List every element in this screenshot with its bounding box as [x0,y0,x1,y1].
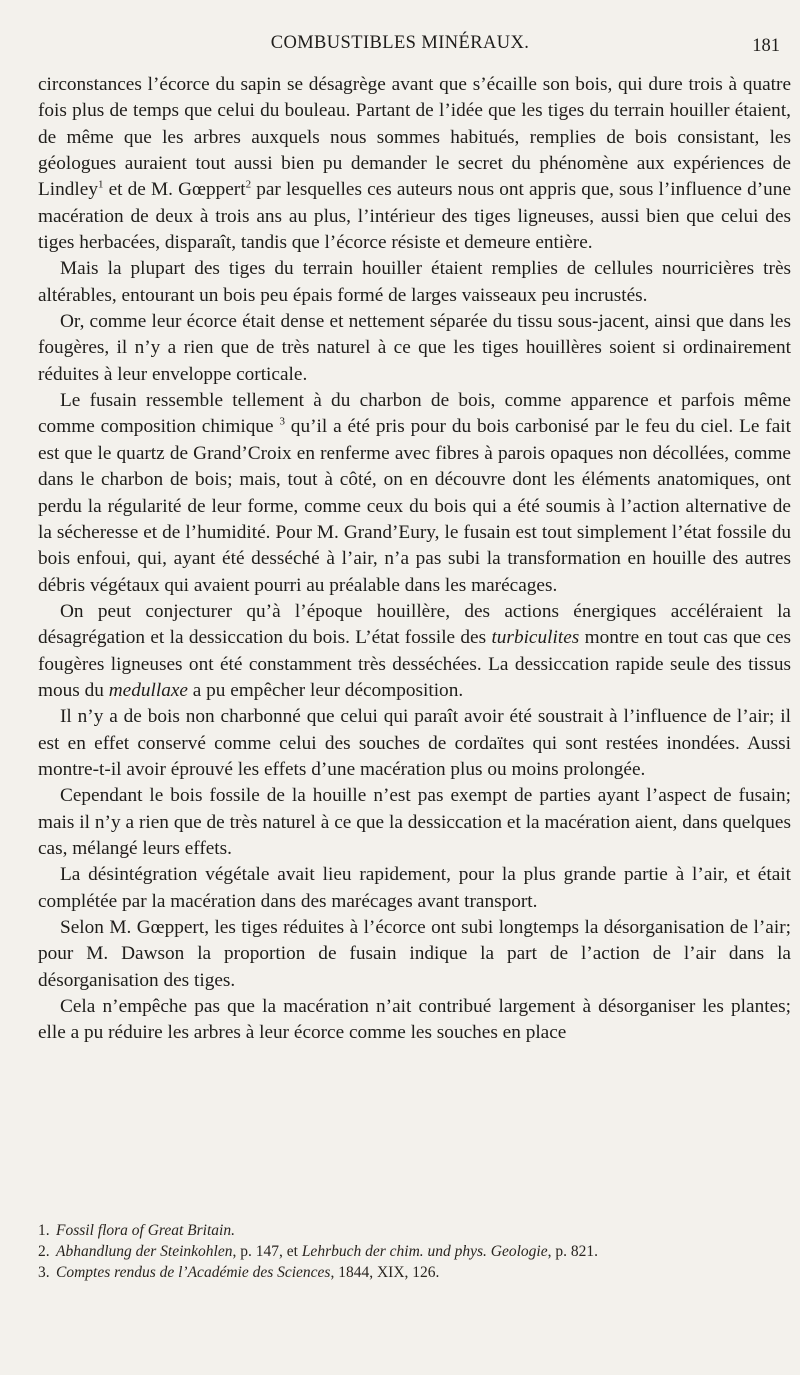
paragraph-3: Or, comme leur écorce était dense et nettement séparée du tissu sous-jacent, ainsi que dans les fougères, il n’y a rien que de très naturel à ce que les tiges houillères soient si ordinairement réduites à leur enveloppe corticale. [38,311,791,385]
paragraph-5-text-b: montre en tout cas que ces fougères ligneuses ont été constamment très desséchées. La dessiccation rapide seule des tissus mous du [38,627,792,701]
footnote-number: 1. [38,1222,50,1239]
paragraph-8: La désintégration végétale avait lieu rapidement, pour la plus grande partie à l’air, et était complétée par la macération dans des marécages avant transport. [38,864,791,912]
footnote-text: , 1844, XIX, 126. [330,1264,440,1281]
footnote-text: , p. 147, et [232,1243,302,1260]
footnote-number: 3. [38,1264,50,1281]
footnote-1 [38,1220,791,1241]
footnote-text: Abhandlung der Steinkohlen [56,1243,233,1260]
paragraph-5 [38,599,791,704]
paragraph-5-text-c: a pu empêcher leur décomposition. [187,679,464,701]
paragraph-4 [38,388,791,599]
paragraph-9: Selon M. Gœppert, les tiges réduites à l’écorce ont subi longtemps la désorganisation de l’air; pour M. Dawson la proportion de fusain indique la part de l’action de l’air dans la désorganisation des tiges. [38,917,791,991]
footnote-text: Fossil flora of Great Britain. [56,1222,235,1239]
footnote-text: , p. 821. [547,1243,598,1260]
paragraph-1-text-b: et de M. Gœppert [103,179,246,201]
paragraph-4-text-a: Le fusain ressemble tellement à du charbon de bois, comme apparence et parfois même comme composition chimique [38,390,791,438]
paragraph-1-text-a: circonstances l’écorce du sapin se désagrège avant que s’écaille son bois, qui dure trois à quatre fois plus de temps que celui du bouleau. Partant de l’idée que les tiges du terrain houiller étaient, de même que les arbres auxquels nous sommes habitués, remplies de bois consistant, les géologues auraient tout aussi bien pu demander le secret du phénomène aux expériences de Lindley [38,74,791,201]
running-head [0,33,800,63]
paragraph-1 [38,72,791,256]
running-title: COMBUSTIBLES MINÉRAUX. [270,33,530,53]
paragraph-1-text-c: par lesquelles ces auteurs nous ont appris que, sous l’influence d’une macération de deux à trois ans au plus, l’intérieur des tiges ligneuses, aussi bien que celui des tiges herbacées, disparaît, tandis que l’écorce résiste et demeure entière. [38,179,792,254]
paragraph-2: Mais la plupart des tiges du terrain houiller étaient remplies de cellules nourricières très altérables, entourant un bois peu épais formé de larges vaisseaux peu incrustés. [38,258,791,306]
footnote-3 [38,1262,791,1283]
footnote-ref-1: 1 [97,178,104,191]
paragraph-6: Il n’y a de bois non charbonné que celui qui paraît avoir été soustrait à l’influence de l’air; il est en effet conservé comme celui des souches de cordaïtes qui sont restées inondées. Aussi montre-t-il avoir éprouvé les effets d’une macération plus ou moins prolongée. [38,706,791,780]
footnote-number: 2. [38,1243,50,1260]
paragraph-7: Cependant le bois fossile de la houille n’est pas exempt de parties ayant l’aspect de fusain; mais il n’y a rien que de très naturel à ce que la dessiccation et la macération aient, dans quelques cas, mélangé leurs effets. [38,785,791,859]
page-number: 181 [752,36,780,56]
footnote-text: Comptes rendus de l’Académie des Sciences [56,1264,331,1281]
footnote-2 [38,1241,791,1262]
paragraph-4-text-b: qu’il a été pris pour du bois carbonisé par le feu du ciel. Le fait est que le quartz de Grand’Croix en renferme avec fibres à parois opaques non décollées, comme dans le charbon de bois; mais, tout à côté, on en découvre dont les éléments anatomiques, ont perdu la régularité de leur forme, comme ceux du bois qui a été soumis à l’action alternative de la sécheresse et de l’humidité. Pour M. Grand’Eury, le fusain est tout simplement l’état fossile du bois enfoui, qui, ayant été desséché à l’air, n’a pas subi la transformation en houille des autres débris végétaux qui avaient pourri au préalable dans les marécages. [38,416,791,596]
footnotes [38,1220,791,1283]
term-turbiculites: turbiculites [491,627,580,649]
footnote-ref-2: 2 [245,178,252,191]
paragraph-5-text-a: On peut conjecturer qu’à l’époque houillère, des actions énergiques accéléraient la désagrégation et la dessiccation du bois. L’état fossile des [38,600,791,649]
paragraph-10: Cela n’empêche pas que la macération n’ait contribué largement à désorganiser les plantes; elle a pu réduire les arbres à leur écorce comme les souches en place [38,996,791,1044]
term-medullaxe: medullaxe [108,679,188,701]
footnote-text: Lehrbuch der chim. und phys. Geologie [301,1243,548,1260]
body-text [38,72,791,1047]
footnote-ref-3: 3 [279,416,285,429]
